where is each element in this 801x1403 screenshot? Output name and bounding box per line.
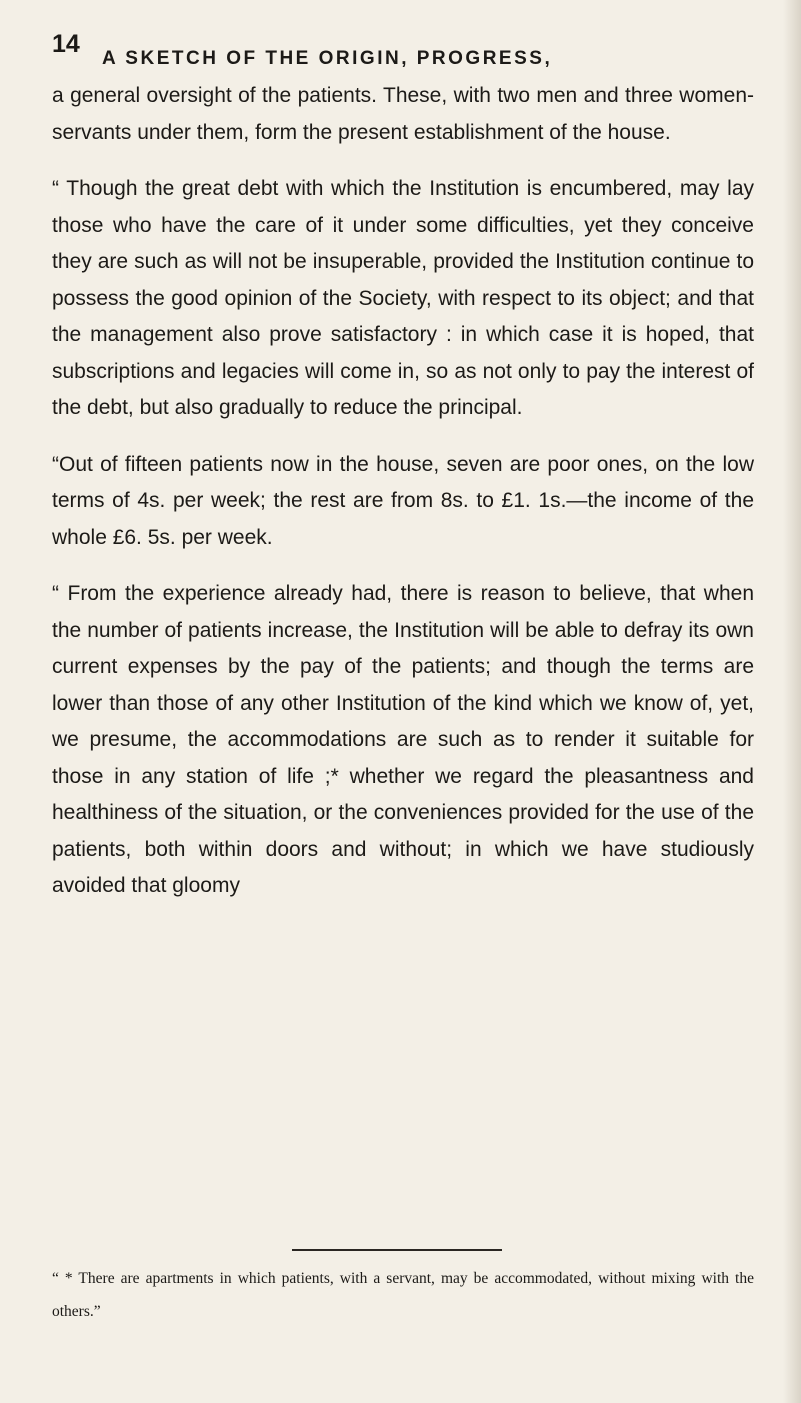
footnote-rule	[292, 1249, 502, 1251]
page-edge-shadow	[783, 0, 801, 1403]
paragraph: “Out of fifteen patients now in the house, seven are poor ones, on the low terms of 4s. per week; the rest are from 8s. to £1. 1s.—the income of the whole £6. 5s. per week.	[52, 452, 754, 549]
footnote: “ * There are apartments in which patients, with a servant, may be accommodated, without mixing with the others.”	[52, 1270, 754, 1320]
paragraph: “ From the experience already had, there is reason to believe, that when the number of patients increase, the Institution will be able to defray its own current expenses by the pay of the patients; and though the terms are lower than those of any other Institution of the kind which we know of, yet, we presume, the accommodations are such as to render it suitable for those in any station of life ;* whether we regard the pleasantness and healthiness of the situation, or the conveniences provided for the use of the patients, both within doors and without; in which we have studiously avoided that gloomy	[52, 582, 754, 897]
paragraph: “ Though the great debt with which the Institution is encumbered, may lay those who have the care of it under some difficulties, yet they conceive they are such as will not be insuperable, provided the Institution continue to possess the good opinion of the Society, with respect to its object; and that the management also prove satisfactory : in which case it is hoped, that subscriptions and legacies will come in, so as not only to pay the interest of the debt, but also gradually to reduce the principal.	[52, 177, 754, 419]
body-text	[52, 78, 754, 905]
paragraph: a general oversight of the patients. These, with two men and three women-servants under them, form the present establishment of the house.	[52, 84, 754, 144]
page-number: 14	[52, 30, 80, 58]
running-head	[52, 30, 752, 70]
running-title: A SKETCH OF THE ORIGIN, PROGRESS,	[102, 48, 553, 69]
